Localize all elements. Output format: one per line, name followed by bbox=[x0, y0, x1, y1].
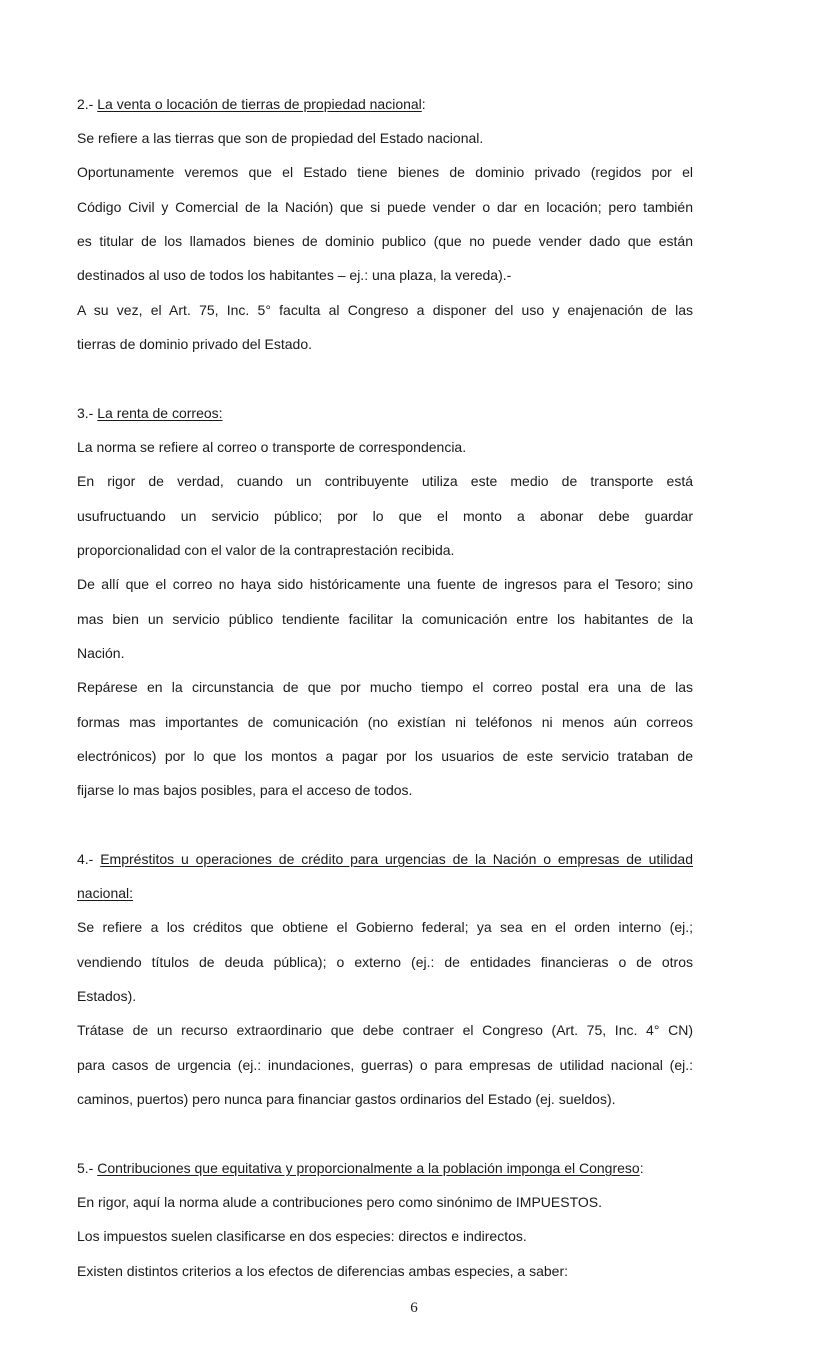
paragraph-line: Se refiere a los créditos que obtiene el Gobierno federal; ya sea en el orden interno (ej.; bbox=[77, 919, 693, 935]
paragraph-line: A su vez, el Art. 75, Inc. 5° faculta al Congreso a disponer del uso y enajenación de las bbox=[77, 302, 693, 318]
paragraph-line: Existen distintos criterios a los efectos de diferencias ambas especies, a saber: bbox=[77, 1263, 569, 1279]
section-4-heading bbox=[77, 850, 693, 868]
section-number: 3.- bbox=[77, 405, 98, 421]
paragraph-line: electrónicos) por lo que los montos a pagar por los usuarios de este servicio trataban de bbox=[77, 748, 693, 764]
paragraph-line: Se refiere a las tierras que son de propiedad del Estado nacional. bbox=[77, 130, 484, 146]
section-title: Contribuciones que equitativa y proporcionalmente a la población imponga el Congreso bbox=[97, 1160, 640, 1176]
paragraph-line: Los impuestos suelen clasificarse en dos especies: directos e indirectos. bbox=[77, 1228, 527, 1244]
section-title-suffix: : bbox=[421, 96, 426, 112]
paragraph-line: En rigor, aquí la norma alude a contribuciones pero como sinónimo de IMPUESTOS. bbox=[77, 1194, 603, 1210]
paragraph-line: vendiendo títulos de deuda pública); o externo (ej.: de entidades financieras o de otros bbox=[77, 954, 693, 970]
section-number: 4.- bbox=[77, 851, 101, 867]
paragraph-line: caminos, puertos) pero nunca para financiar gastos ordinarios del Estado (ej. sueldos). bbox=[77, 1091, 616, 1107]
paragraph-line: Oportunamente veremos que el Estado tiene bienes de dominio privado (regidos por el bbox=[77, 164, 693, 180]
paragraph-line: Código Civil y Comercial de la Nación) que si puede vender o dar en locación; pero también bbox=[77, 199, 693, 215]
section-number: 5.- bbox=[77, 1160, 98, 1176]
section-2-heading bbox=[77, 95, 426, 113]
section-title: Empréstitos u operaciones de crédito para urgencias de la Nación o empresas de utilidad bbox=[100, 851, 694, 867]
section-title: La venta o locación de tierras de propiedad nacional bbox=[97, 96, 422, 112]
paragraph-line: Repárese en la circunstancia de que por mucho tiempo el correo postal era una de las bbox=[77, 679, 693, 695]
page-number: 6 bbox=[410, 1300, 418, 1316]
section-number: 2.- bbox=[77, 96, 98, 112]
paragraph-line: fijarse lo mas bajos posibles, para el acceso de todos. bbox=[77, 782, 413, 798]
paragraph-line: mas bien un servicio público tendiente facilitar la comunicación entre los habitantes de la bbox=[77, 611, 693, 627]
section-3-heading bbox=[77, 404, 223, 422]
paragraph-line: En rigor de verdad, cuando un contribuyente utiliza este medio de transporte está bbox=[77, 473, 693, 489]
section-title-continuation: nacional: bbox=[77, 885, 134, 901]
paragraph-line: tierras de dominio privado del Estado. bbox=[77, 336, 313, 352]
paragraph-line: Estados). bbox=[77, 988, 137, 1004]
paragraph-line: formas mas importantes de comunicación (no existían ni teléfonos ni menos aún correos bbox=[77, 714, 693, 730]
paragraph-line: usufructuando un servicio público; por lo que el monto a abonar debe guardar bbox=[77, 508, 693, 524]
paragraph-line: Nación. bbox=[77, 645, 125, 661]
paragraph-line: destinados al uso de todos los habitantes – ej.: una plaza, la vereda).- bbox=[77, 267, 512, 283]
section-5-heading bbox=[77, 1159, 644, 1177]
paragraph-line: De allí que el correo no haya sido históricamente una fuente de ingresos para el Tesoro; sino bbox=[77, 576, 693, 592]
paragraph-line: proporcionalidad con el valor de la contraprestación recibida. bbox=[77, 542, 455, 558]
paragraph-line: La norma se refiere al correo o transporte de correspondencia. bbox=[77, 439, 467, 455]
paragraph-line: Trátase de un recurso extraordinario que debe contraer el Congreso (Art. 75, Inc. 4° CN) bbox=[77, 1022, 693, 1038]
section-title-suffix: : bbox=[639, 1160, 644, 1176]
section-title: La renta de correos: bbox=[97, 405, 223, 421]
paragraph-line: para casos de urgencia (ej.: inundaciones, guerras) o para empresas de utilidad nacional (ej.: bbox=[77, 1057, 693, 1073]
paragraph-line: es titular de los llamados bienes de dominio publico (que no puede vender dado que están bbox=[77, 233, 693, 249]
